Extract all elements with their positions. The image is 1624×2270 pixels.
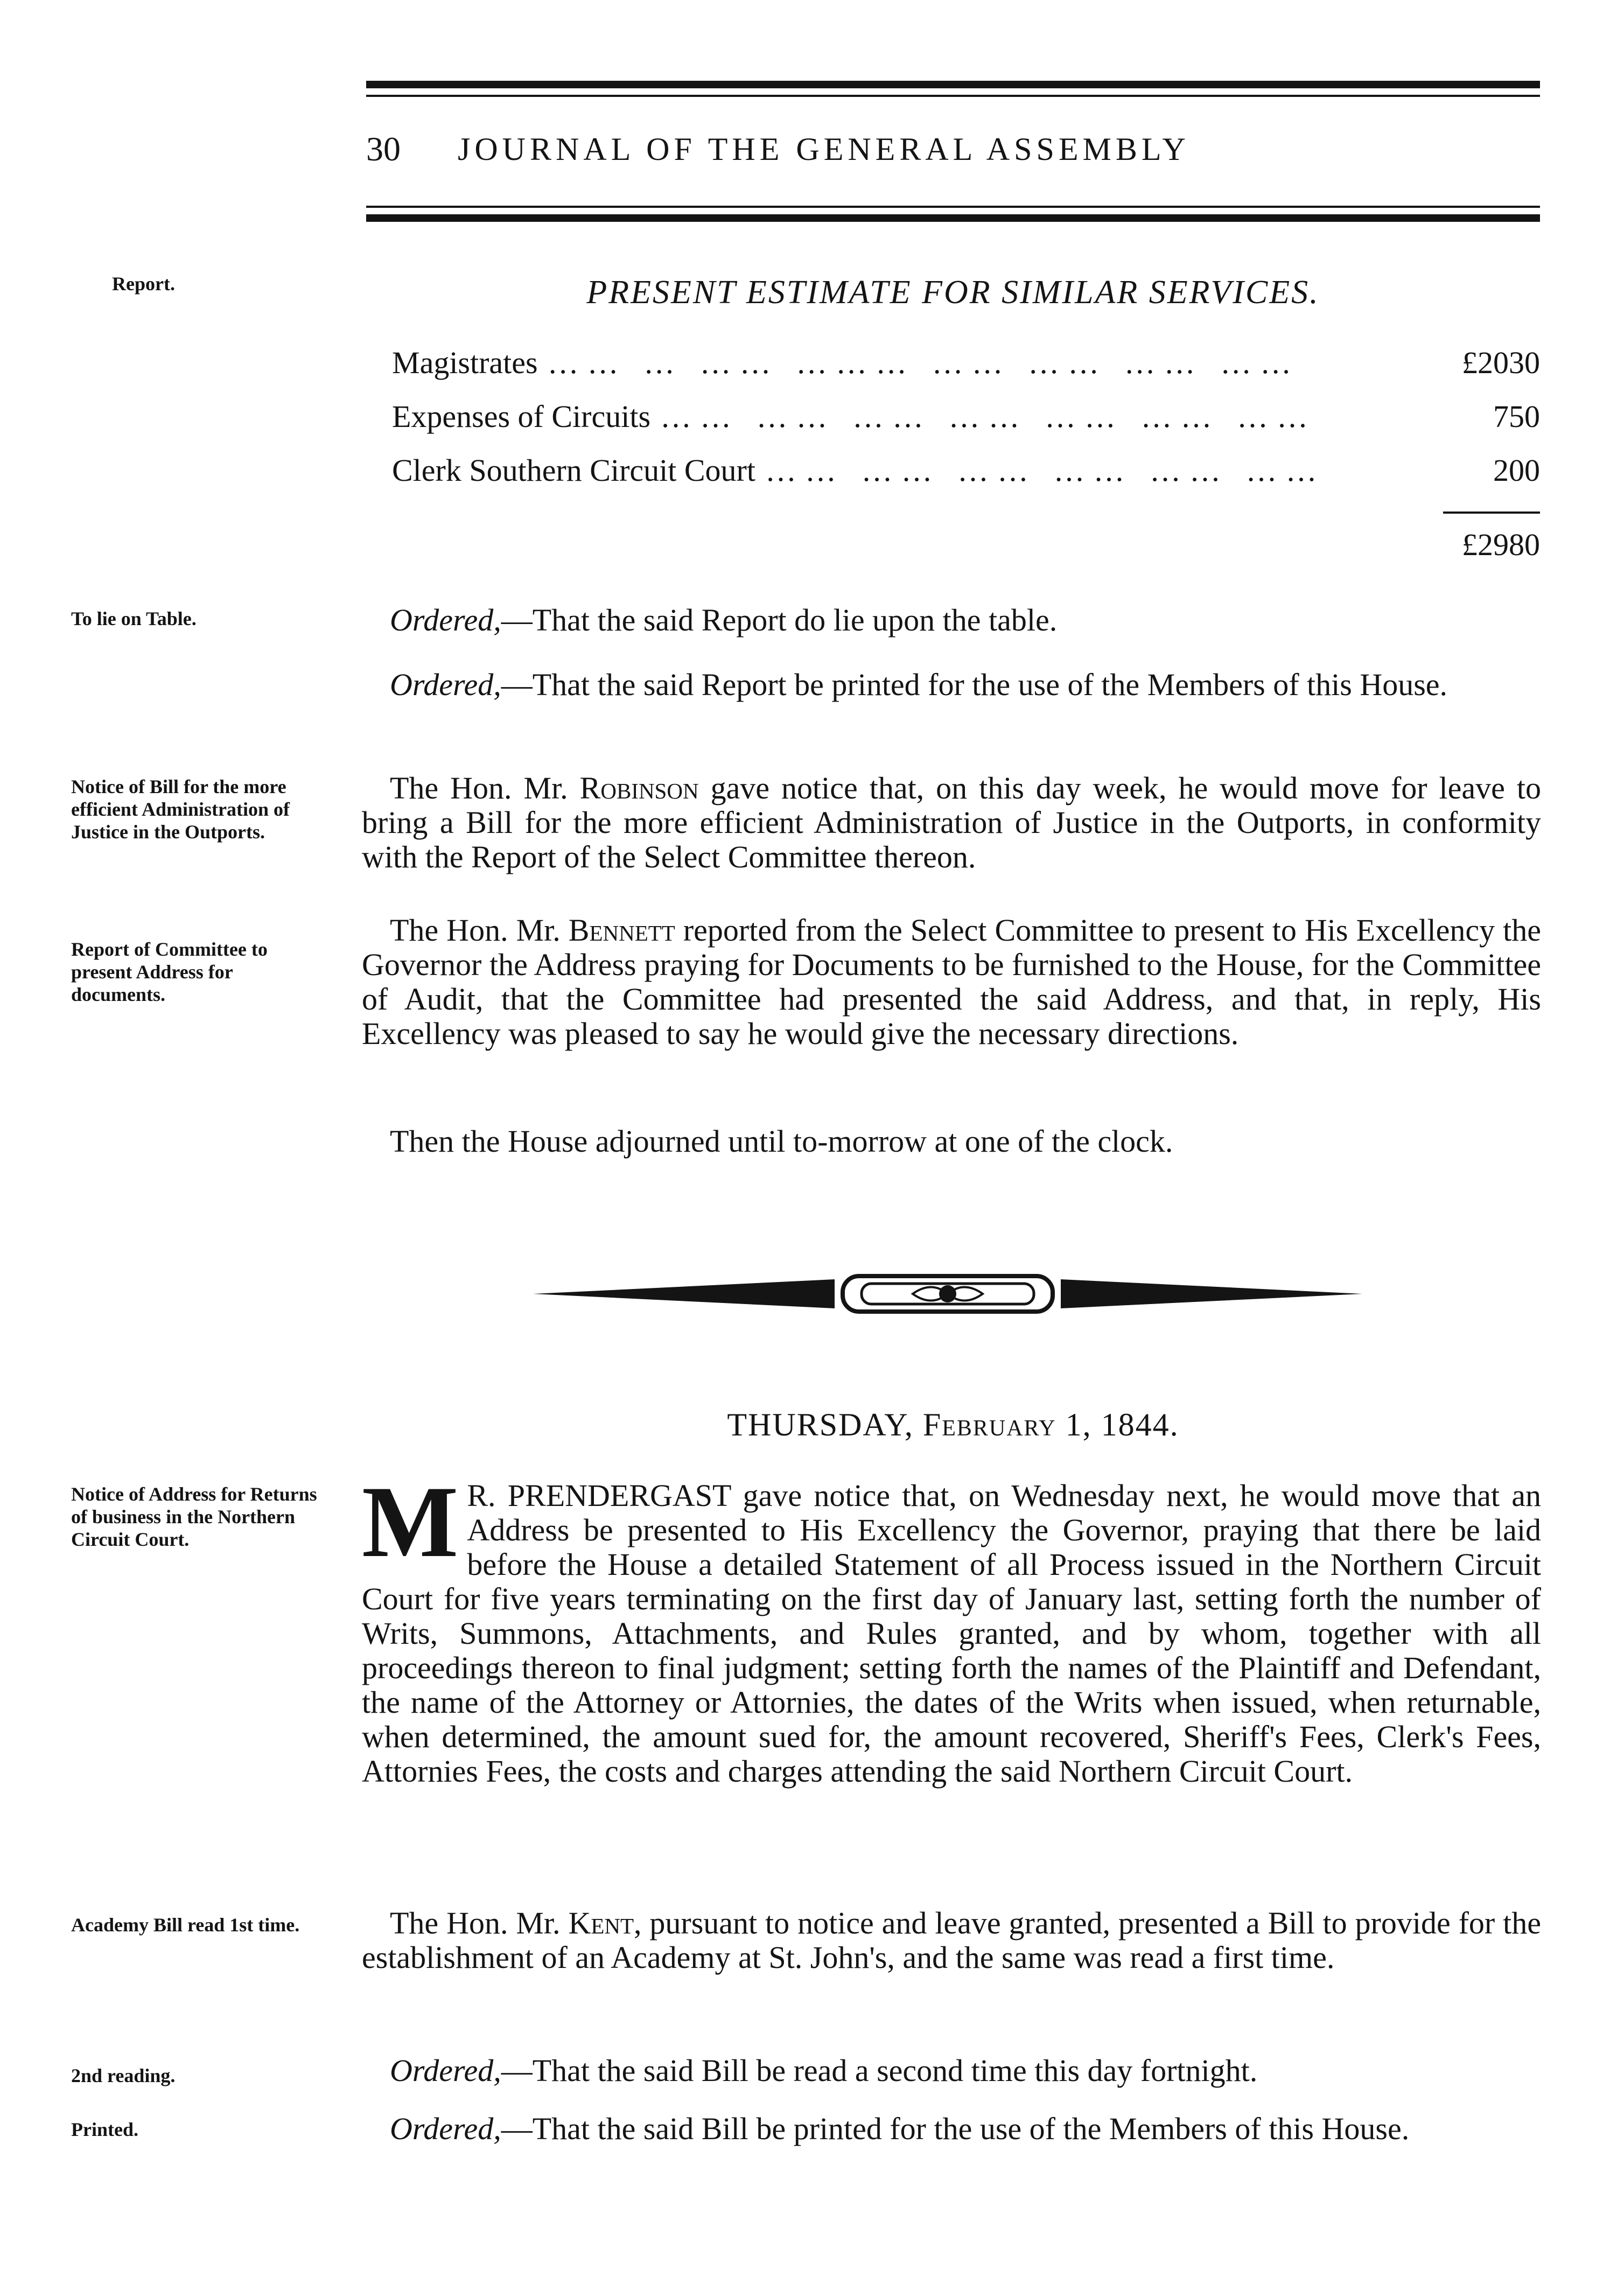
day-heading	[366, 1406, 1540, 1444]
leader-dots: …… … …… ……… …… …… …… ……	[547, 345, 1300, 380]
paragraph-text: —That the said Report do lie upon the table.	[501, 602, 1058, 637]
header-rule-bottom-thick	[366, 214, 1540, 222]
margin-note-printed: Printed.	[71, 2119, 138, 2140]
paragraph-text: Then the House adjourned until to-morrow at one of the clock.	[390, 1124, 1173, 1159]
member-name: Robinson	[579, 770, 699, 805]
paragraph-text: —That the said Bill be printed for the use of the Members of this House.	[501, 2111, 1410, 2146]
leader-dots: …… …… …… …… …… …… ……	[660, 399, 1317, 434]
day-heading-day: THURSDAY,	[727, 1407, 923, 1442]
header-rule-bottom-thin	[366, 206, 1540, 208]
margin-note-lie-on-table: To lie on Table.	[71, 608, 197, 629]
day-heading-date: 1, 1844.	[1056, 1407, 1179, 1442]
estimate-row	[392, 452, 1540, 495]
margin-note-academy-bill: Academy Bill read 1st time.	[71, 1914, 300, 1936]
member-name: Bennett	[568, 913, 675, 948]
estimate-amount: 200	[1493, 453, 1540, 488]
paragraph-text: —That the said Bill be read a second time this day fortnight.	[501, 2053, 1258, 2088]
ordered-label: Ordered,	[390, 2053, 501, 2088]
paragraph-robinson	[362, 771, 1541, 874]
paragraph-adjourned	[362, 1124, 1541, 1159]
margin-note-report: Report.	[112, 273, 175, 295]
ordered-label: Ordered,	[390, 667, 501, 702]
estimate-label: Clerk Southern Circuit Court	[392, 453, 755, 488]
header-rule-top-thin	[366, 95, 1540, 97]
margin-note-notice-address: Notice of Address for Returns of business in the Northern Circuit Court.	[71, 1483, 317, 1550]
estimate-row	[392, 345, 1540, 388]
estimate-amount: £2030	[1462, 345, 1540, 380]
paragraph-lie-on-table	[362, 603, 1541, 637]
estimate-title: PRESENT ESTIMATE FOR SIMILAR SERVICES.	[586, 274, 1320, 311]
estimate-total: £2980	[1462, 527, 1540, 562]
ordered-label: Ordered,	[390, 2111, 501, 2146]
margin-note-second-reading: 2nd reading.	[71, 2065, 176, 2086]
page-number: 30	[366, 130, 401, 168]
drop-cap: M	[362, 1466, 459, 1579]
estimate-label: Expenses of Circuits	[392, 399, 651, 434]
paragraph-prendergast	[362, 1466, 1541, 1789]
paragraph-kent	[362, 1906, 1541, 1975]
paragraph-text: The Hon. Mr.	[390, 1905, 569, 1940]
paragraph-text: reported from the Select Committee to present to His Excellency the Governor the Address praying for Documents to be furnished to the House, for the Committee of Audit, that the Committee had presented the said Address, and that, in reply, His Excellency was pleased to say he would give the necessary directions.	[362, 913, 1541, 1051]
estimate-amount: 750	[1493, 399, 1540, 434]
leader-dots: …… …… …… …… …… ……	[765, 453, 1326, 488]
margin-note-report-committee: Report of Committee to present Address for documents.	[71, 938, 268, 1005]
estimate-label: Magistrates	[392, 345, 538, 380]
paragraph-text: —That the said Report be printed for the use of the Members of this House.	[501, 667, 1448, 702]
paragraph-printed-report	[362, 668, 1541, 702]
ornament-divider	[533, 1264, 1362, 1323]
paragraph-text: The Hon. Mr.	[390, 770, 580, 805]
day-heading-month: February	[922, 1407, 1056, 1442]
header-rule-top-thick	[366, 81, 1540, 88]
running-title: JOURNAL OF THE GENERAL ASSEMBLY	[458, 131, 1190, 167]
total-rule	[1443, 512, 1540, 514]
paragraph-second-reading	[362, 2054, 1541, 2088]
member-name: Kent	[568, 1905, 634, 1940]
paragraph-text: R. PRENDERGAST gave notice that, on Wednesday next, he would move that an Address be presented to His Excellency the Governor, praying that there be laid before the House a detailed Statement of all Process issued in the Northern Circuit Court for five years terminating on the first day of January last, setting forth the number of Writs, Summons, Attachments, and Rules granted, and by whom, together with all proceedings thereon to final judgment; setting forth the names of the Plaintiff and Defendant, the name of the Attorney or Attornies, the dates of the Writs when issued, when returnable, when determined, the amount sued for, the amount recovered, Sheriff's Fees, Clerk's Fees, Attornies Fees, the costs and charges attending the said Northern Circuit Court.	[362, 1478, 1541, 1789]
ordered-label: Ordered,	[390, 602, 501, 637]
paragraph-printed-bill	[362, 2112, 1541, 2146]
margin-note-notice-bill: Notice of Bill for the more efficient Administration of Justice in the Outports.	[71, 776, 290, 843]
estimate-row	[392, 398, 1540, 442]
paragraph-bennett	[362, 913, 1541, 1051]
paragraph-text: , pursuant to notice and leave granted, presented a Bill to provide for the establishment of an Academy at St. John's, and the same was read a first time.	[362, 1905, 1541, 1975]
running-head	[366, 125, 1540, 173]
paragraph-text: gave notice that, on this day week, he would move for leave to bring a Bill for the more efficient Administration of Justice in the Outports, in conformity with the Report of the Select Committee thereon.	[362, 770, 1541, 874]
paragraph-text: The Hon. Mr.	[390, 913, 569, 948]
